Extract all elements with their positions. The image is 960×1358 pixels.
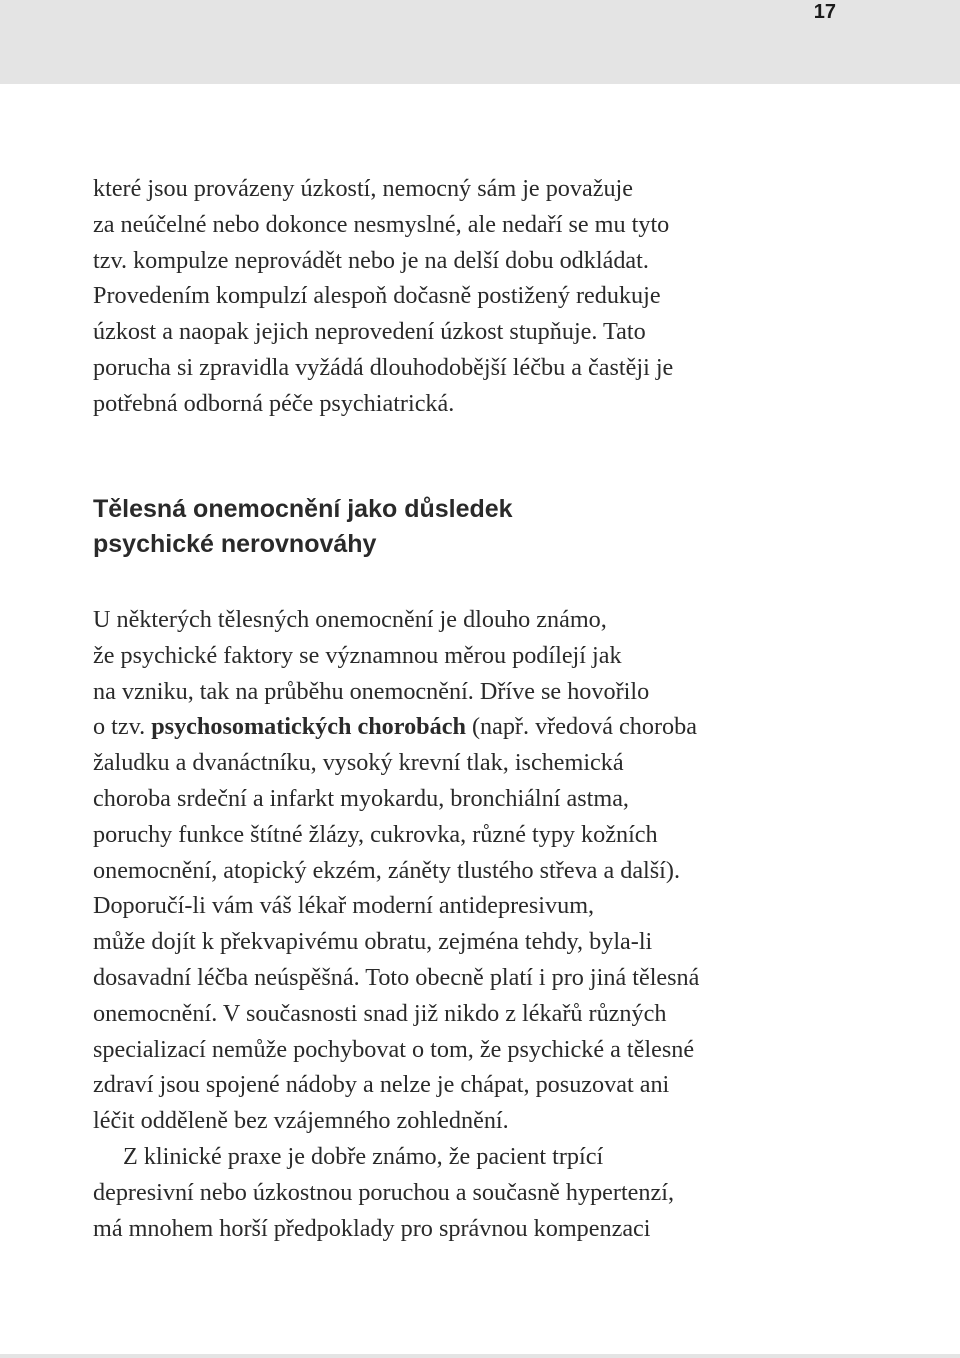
text-run: (např. vředová choroba bbox=[465, 713, 697, 741]
text-line: za neúčelné nebo dokonce nesmyslné, ale nedaří se mu tyto bbox=[93, 210, 670, 238]
text-line: potřebná odborná péče psychiatrická. bbox=[93, 389, 455, 417]
section-body bbox=[93, 602, 863, 1246]
text-line: že psychické faktory se významnou měrou podílejí jak bbox=[93, 641, 622, 669]
page-number: 17 bbox=[813, 1, 836, 23]
text-line: které jsou provázeny úzkostí, nemocný sám je považuje bbox=[93, 175, 634, 202]
text-line: depresivní nebo úzkostnou poruchou a současně hypertenzí, bbox=[93, 1178, 675, 1206]
page-header-band bbox=[0, 0, 960, 84]
text-line: na vzniku, tak na průběhu onemocnění. Dříve se hovořilo bbox=[93, 677, 650, 705]
text-line: žaludku a dvanáctníku, vysoký krevní tlak, ischemická bbox=[93, 749, 624, 777]
text-line: poruchy funkce štítné žlázy, cukrovka, různé typy kožních bbox=[93, 820, 658, 848]
text-line: tzv. kompulze neprovádět nebo je na delší dobu odkládat. bbox=[93, 246, 649, 274]
text-line: může dojít k překvapivému obratu, zejména tehdy, byla-li bbox=[93, 928, 653, 956]
text-line: U některých tělesných onemocnění je dlouho známo, bbox=[93, 606, 607, 633]
text-line-with-emphasis bbox=[93, 709, 863, 745]
section-heading bbox=[93, 492, 863, 562]
text-line: specializací nemůže pochybovat o tom, že psychické a tělesné bbox=[93, 1035, 695, 1063]
text-line: porucha si zpravidla vyžádá dlouhodobější léčbu a častěji je bbox=[93, 353, 674, 381]
paragraph-ocd-continuation bbox=[93, 171, 863, 422]
heading-line-1: Tělesná onemocnění jako důsledek bbox=[93, 495, 513, 523]
heading-line-2: psychické nerovnováhy bbox=[93, 530, 377, 558]
text-line: úzkost a naopak jejich neprovedení úzkost stupňuje. Tato bbox=[93, 318, 646, 346]
text-line: léčit odděleně bez vzájemného zohlednění. bbox=[93, 1107, 509, 1135]
text-line: Z klinické praxe je dobře známo, že pacient trpící bbox=[123, 1142, 604, 1170]
text-line: onemocnění. V současnosti snad již nikdo z lékařů různých bbox=[93, 999, 667, 1027]
text-line: Provedením kompulzí alespoň dočasně postižený redukuje bbox=[93, 282, 661, 310]
text-run: o tzv. bbox=[93, 713, 152, 741]
text-line: zdraví jsou spojené nádoby a nelze je chápat, posuzovat ani bbox=[93, 1071, 670, 1099]
text-line: má mnohem horší předpoklady pro správnou kompenzaci bbox=[93, 1214, 651, 1242]
text-line: dosavadní léčba neúspěšná. Toto obecně platí i pro jiná tělesná bbox=[93, 963, 700, 991]
page-footer-band bbox=[0, 1354, 960, 1358]
emphasized-term: psychosomatických chorobách bbox=[151, 713, 466, 741]
text-line: Doporučí-li vám váš lékař moderní antidepresivum, bbox=[93, 892, 595, 920]
text-line: onemocnění, atopický ekzém, záněty tlustého střeva a další). bbox=[93, 856, 681, 884]
text-line: choroba srdeční a infarkt myokardu, bronchiální astma, bbox=[93, 784, 629, 812]
